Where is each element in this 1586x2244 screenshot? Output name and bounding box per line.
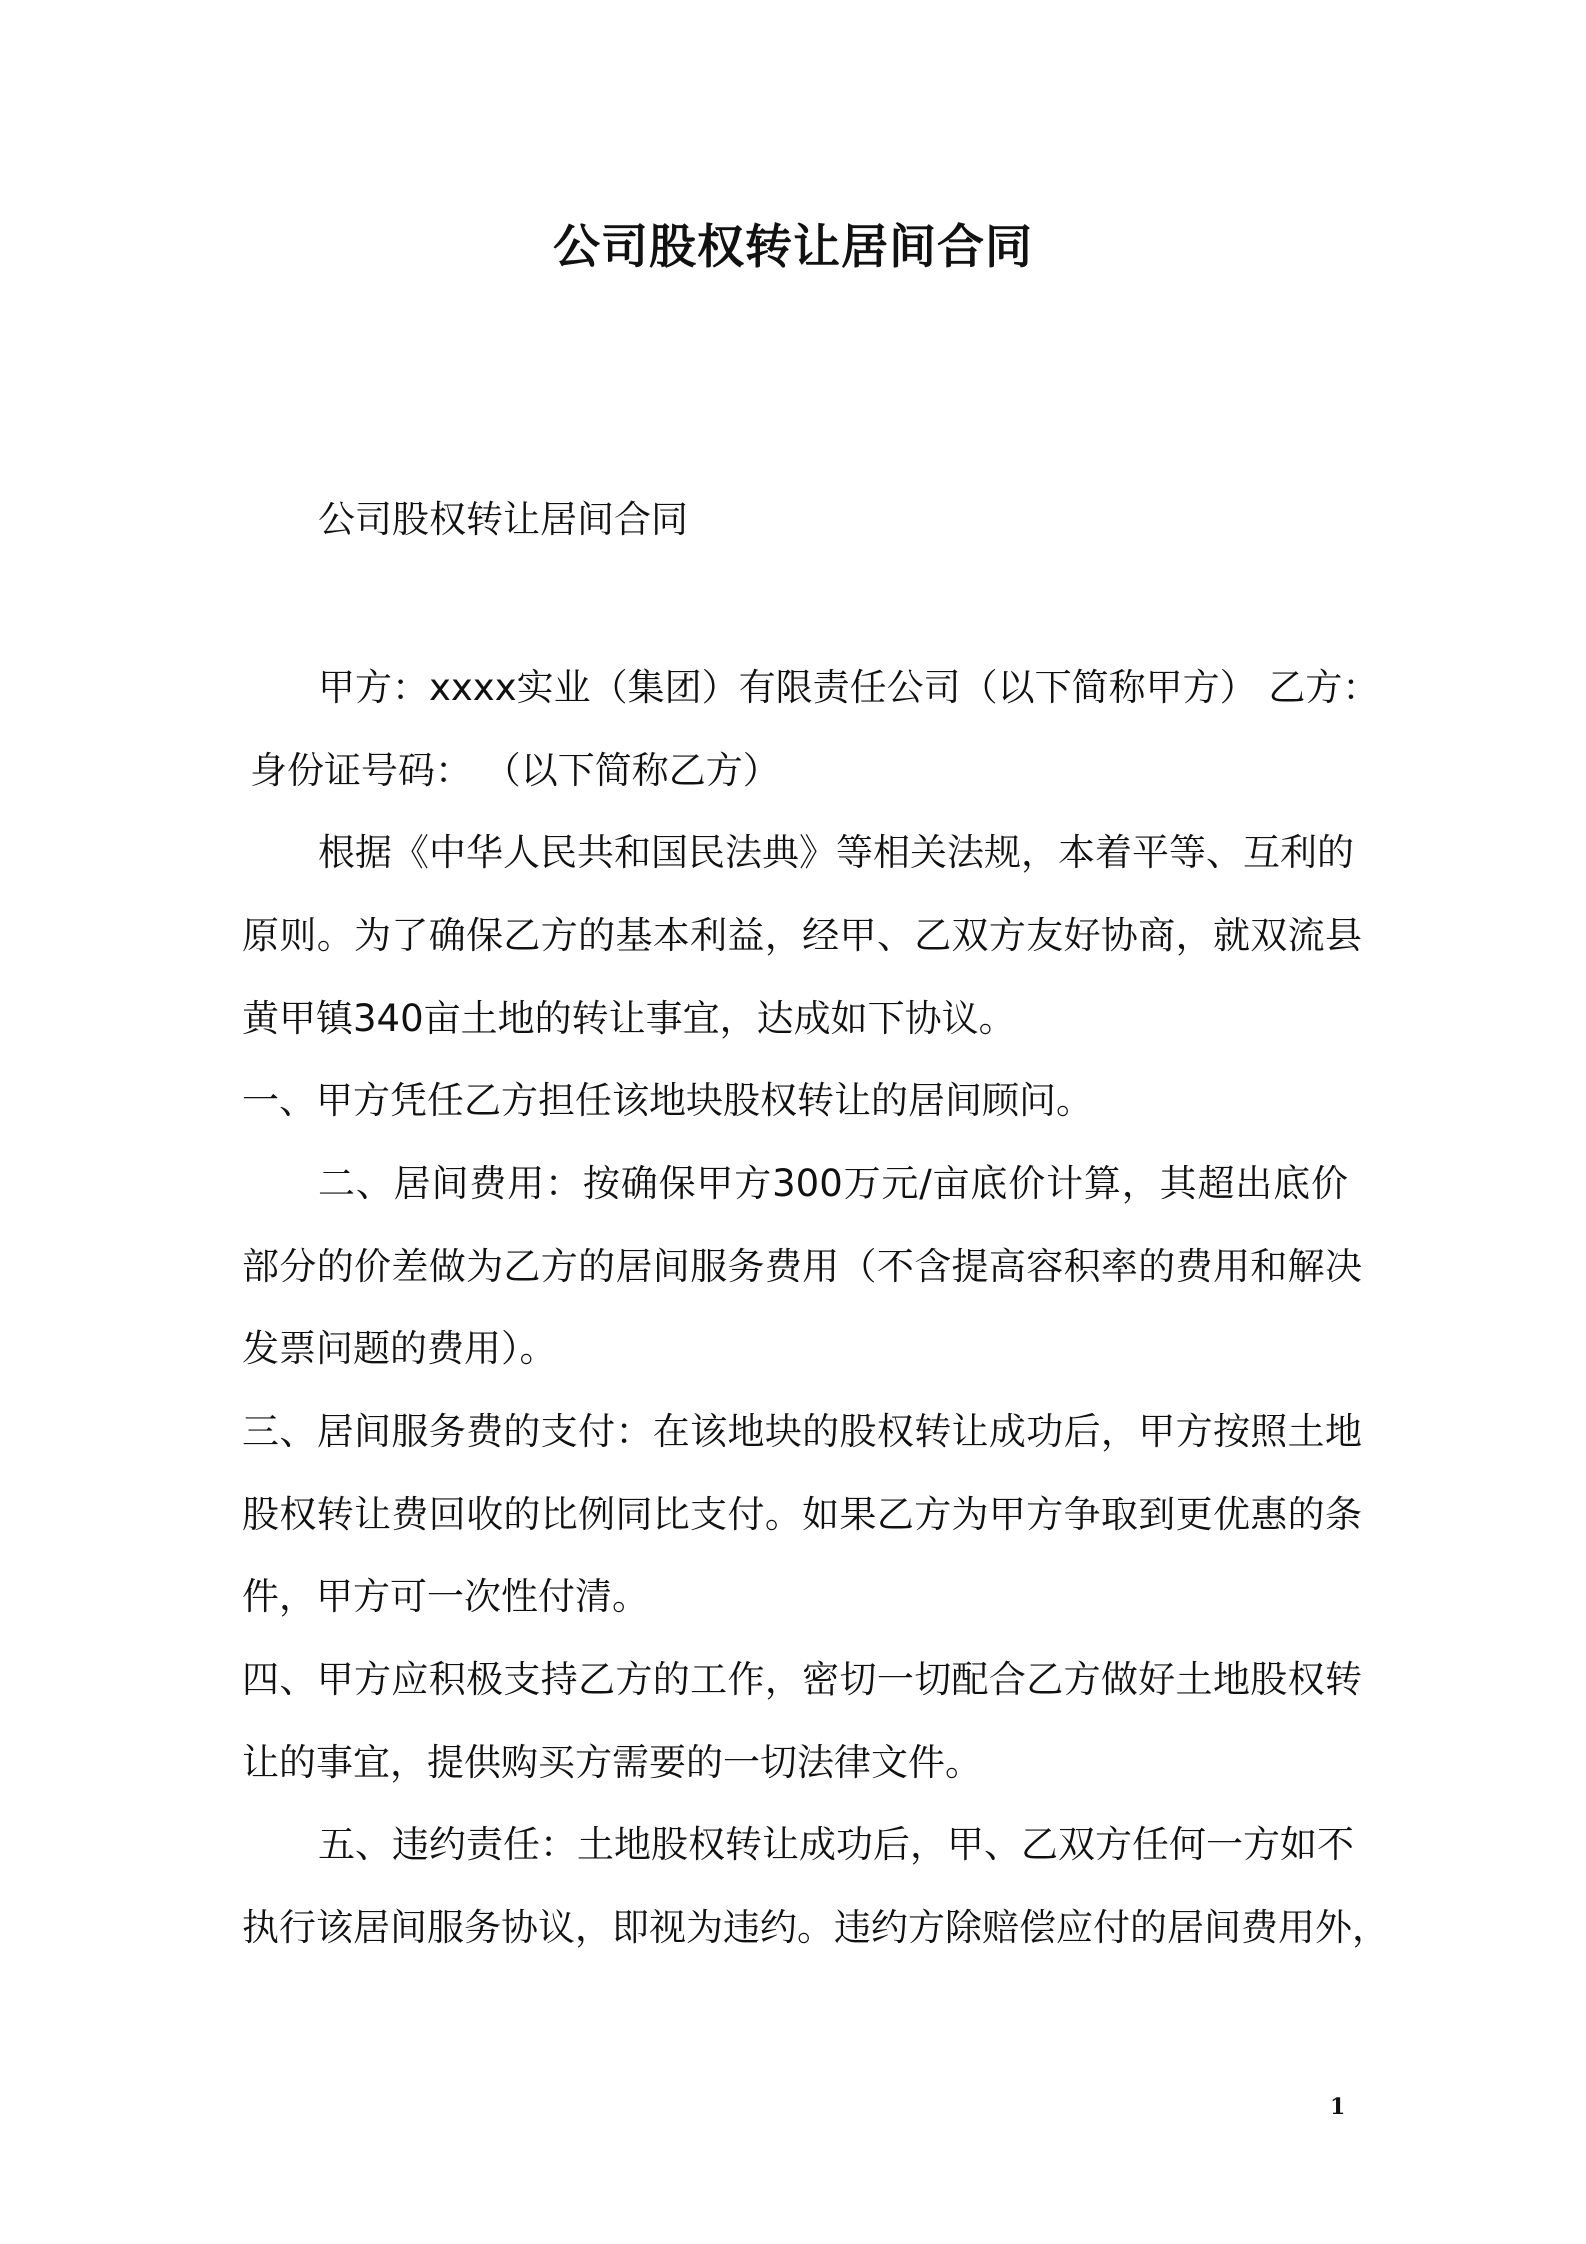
- document-subtitle: 公司股权转让居间合同: [318, 498, 688, 541]
- paragraph-line: 二、居间费用：按确保甲方300万元/亩底价计算，其超出底价: [318, 1162, 1348, 1205]
- document-title: 公司股权转让居间合同: [553, 220, 1033, 275]
- paragraph-line: 身份证号码： （以下简称乙方）: [250, 749, 780, 792]
- paragraph-line: 根据《中华人民共和国民法典》等相关法规，本着平等、互利的: [318, 831, 1354, 874]
- paragraph-line: 部分的价差做为乙方的居间服务费用（不含提高容积率的费用和解决: [242, 1245, 1362, 1288]
- paragraph-line: 四、甲方应积极支持乙方的工作，密切一切配合乙方做好土地股权转: [242, 1658, 1362, 1701]
- paragraph-line: 让的事宜，提供购买方需要的一切法律文件。: [242, 1741, 982, 1784]
- paragraph-line: 件，甲方可一次性付清。: [242, 1575, 649, 1618]
- paragraph-line: 三、居间服务费的支付：在该地块的股权转让成功后，甲方按照土地: [242, 1410, 1362, 1453]
- paragraph-line: 发票问题的费用）。: [242, 1327, 557, 1370]
- paragraph-line: 一、甲方凭任乙方担任该地块股权转让的居间顾问。: [242, 1079, 1093, 1122]
- paragraph-line: 原则。为了确保乙方的基本利益，经甲、乙双方友好协商，就双流县: [242, 914, 1362, 957]
- paragraph-line: 五、违约责任：土地股权转让成功后，甲、乙双方任何一方如不: [318, 1823, 1354, 1866]
- paragraph-line: 黄甲镇340亩土地的转让事宜，达成如下协议。: [242, 997, 1016, 1040]
- page-number: 1: [1330, 2094, 1346, 2120]
- paragraph-line: 股权转让费回收的比例同比支付。如果乙方为甲方争取到更优惠的条: [242, 1493, 1362, 1536]
- paragraph-line: 执行该居间服务协议，即视为违约。违约方除赔偿应付的居间费用外，: [242, 1906, 1389, 1949]
- paragraph-line: 甲方：xxxx实业（集团）有限责任公司（以下简称甲方） 乙方：: [318, 666, 1380, 709]
